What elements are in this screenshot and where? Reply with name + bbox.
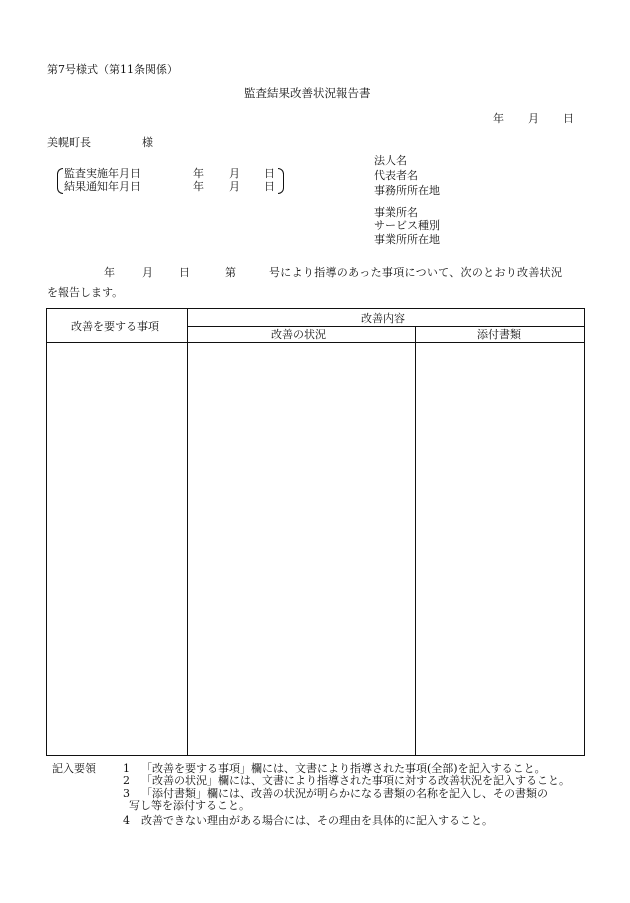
corporation-name-label: 法人名 (374, 154, 407, 167)
report-date-month: 月 (528, 112, 539, 125)
note-1-num: 1 (123, 762, 130, 775)
right-bracket (278, 168, 284, 194)
status-cell[interactable] (188, 343, 415, 755)
col-header-items: 改善を要する事項 (71, 320, 159, 333)
page-title: 監査結果改善状況報告書 (244, 86, 371, 100)
addressee-name: 美幌町長 (47, 136, 91, 149)
representative-label: 代表者名 (374, 169, 418, 182)
note-1-text: 「改善を要する事項」欄には、文書により指導された事項(全部)を記入すること。 (141, 762, 546, 775)
report-date-day: 日 (563, 112, 574, 125)
body-no-prefix: 第 (225, 266, 236, 279)
report-date-year: 年 (493, 112, 504, 125)
attachments-cell[interactable] (416, 343, 584, 755)
note-2-text: 「改善の状況」欄には、文書により指導された事項に対する改善状況を記入すること。 (141, 774, 570, 787)
note-4-text: 改善できない理由がある場合には、その理由を具体的に記入すること。 (141, 814, 493, 827)
notice-date-month: 月 (229, 180, 240, 193)
form-number: 第7号様式（第11条関係） (47, 63, 178, 76)
note-3-num: 3 (123, 787, 130, 800)
items-cell[interactable] (47, 343, 187, 755)
audit-date-year: 年 (193, 167, 204, 180)
body-day: 日 (179, 266, 190, 279)
addressee-honorific: 様 (142, 136, 153, 149)
audit-date-label: 監査実施年月日 (64, 167, 141, 180)
body-line2: を報告します。 (47, 286, 124, 299)
office-address-label: 事務所所在地 (374, 184, 440, 197)
note-3-continuation: 写し等を添付すること。 (129, 799, 250, 812)
group-header-contents: 改善内容 (361, 312, 405, 325)
business-name-label: 事業所名 (374, 206, 418, 219)
note-3-text: 「添付書類」欄には、改善の状況が明らかになる書類の名称を記入し、その書類の (141, 787, 548, 800)
notice-date-year: 年 (193, 180, 204, 193)
col-header-attachments: 添付書類 (477, 328, 521, 341)
col-header-status: 改善の状況 (271, 328, 326, 341)
notice-date-day: 日 (264, 180, 275, 193)
instructions-heading: 記入要領 (52, 762, 96, 775)
audit-date-month: 月 (229, 167, 240, 180)
header-mid-line (187, 326, 584, 327)
audit-date-day: 日 (264, 167, 275, 180)
left-bracket (57, 168, 63, 194)
business-address-label: 事業所所在地 (374, 233, 440, 246)
body-month: 月 (142, 266, 153, 279)
service-type-label: サービス種別 (374, 219, 440, 232)
note-2-num: 2 (123, 774, 130, 787)
body-year: 年 (104, 266, 115, 279)
body-line1-tail: 号により指導のあった事項について、次のとおり改善状況 (269, 266, 563, 279)
improvement-table (46, 308, 585, 756)
notice-date-label: 結果通知年月日 (64, 180, 141, 193)
note-4-num: 4 (123, 814, 130, 827)
